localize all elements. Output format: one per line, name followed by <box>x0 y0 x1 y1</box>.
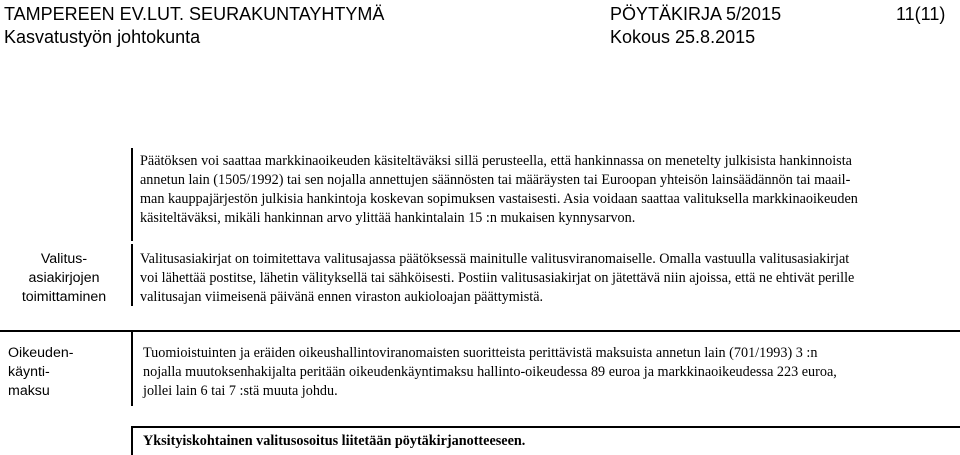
paragraph-line: valitusajan viimeisenä päivänä ennen viraston aukioloajan päättymistä. <box>140 289 544 305</box>
board-name: Kasvatustyön johtokunta <box>4 27 201 47</box>
appeal-delivery-text <box>140 250 854 307</box>
label-line: asiakirjojen <box>28 270 100 286</box>
section-rule <box>131 330 960 332</box>
section-divider-line <box>131 148 133 241</box>
section-rule <box>0 330 131 332</box>
organization-name: TAMPEREEN EV.LUT. SEURAKUNTAYHTYMÄ <box>4 4 385 24</box>
footer-divider-line <box>131 426 133 455</box>
paragraph-line: annetun lain (1505/1992) tai sen nojalla annettujen säännösten tai määräysten tai Euroopan yhteisön lainsäädännön tai maail- <box>140 172 851 188</box>
footer-note: Yksityiskohtainen valitusosoitus liitetään pöytäkirjanotteeseen. <box>143 433 526 449</box>
court-fee-text <box>143 344 837 401</box>
court-fee-label <box>8 344 73 401</box>
appeal-delivery-label <box>8 250 120 307</box>
paragraph-line: Päätöksen voi saattaa markkinaoikeuden käsiteltäväksi sillä perusteella, että hankinnassa on menetelty julkisista hankinnoista <box>140 153 852 169</box>
document-number: PÖYTÄKIRJA 5/2015 <box>610 4 782 24</box>
label-line: toimittaminen <box>21 289 107 305</box>
meeting-date: Kokous 25.8.2015 <box>610 27 756 47</box>
footer-rule <box>131 426 960 428</box>
label-line: Oikeuden- <box>8 345 74 361</box>
paragraph-line: voi lähettää postitse, lähetin välityksellä tai sähköisesti. Postiin valitusasiakirjat on jätettävä niin ajoissa, että ne ehtivät perille <box>140 270 855 286</box>
paragraph-line: käsiteltäväksi, mikäli hankinnan arvo ylittää hankintalain 15 :n mukaisen kynnysarvon. <box>140 210 636 226</box>
section-divider-line <box>131 244 133 306</box>
market-court-paragraph <box>140 152 858 228</box>
label-line: käynti- <box>8 364 50 380</box>
paragraph-line: Valitusasiakirjat on toimitettava valitusajassa päätöksessä mainitulle valitusviranomaiselle. Omalla vastuulla valitusasiakirjat <box>140 251 850 267</box>
section-divider-line <box>131 330 133 406</box>
paragraph-line: man kauppajärjestön julkisia hankintoja koskevan sopimuksen vastaisesti. Asia voidaan saattaa valituksella markkinaoikeuden <box>140 191 858 207</box>
label-line: maksu <box>8 383 50 399</box>
page-number: 11(11) <box>896 4 946 24</box>
paragraph-line: Tuomioistuinten ja eräiden oikeushallintoviranomaisten suoritteista perittävistä maksuista annetun lain (701/1993) 3 :n <box>143 345 818 361</box>
label-line: Valitus- <box>40 251 88 267</box>
paragraph-line: jollei lain 6 tai 7 :stä muuta johdu. <box>143 383 338 399</box>
paragraph-line: nojalla muutoksenhakijalta peritään oikeudenkäyntimaksu hallinto-oikeudessa 89 euroa ja markkinaoikeudessa 223 euroa, <box>143 364 837 380</box>
